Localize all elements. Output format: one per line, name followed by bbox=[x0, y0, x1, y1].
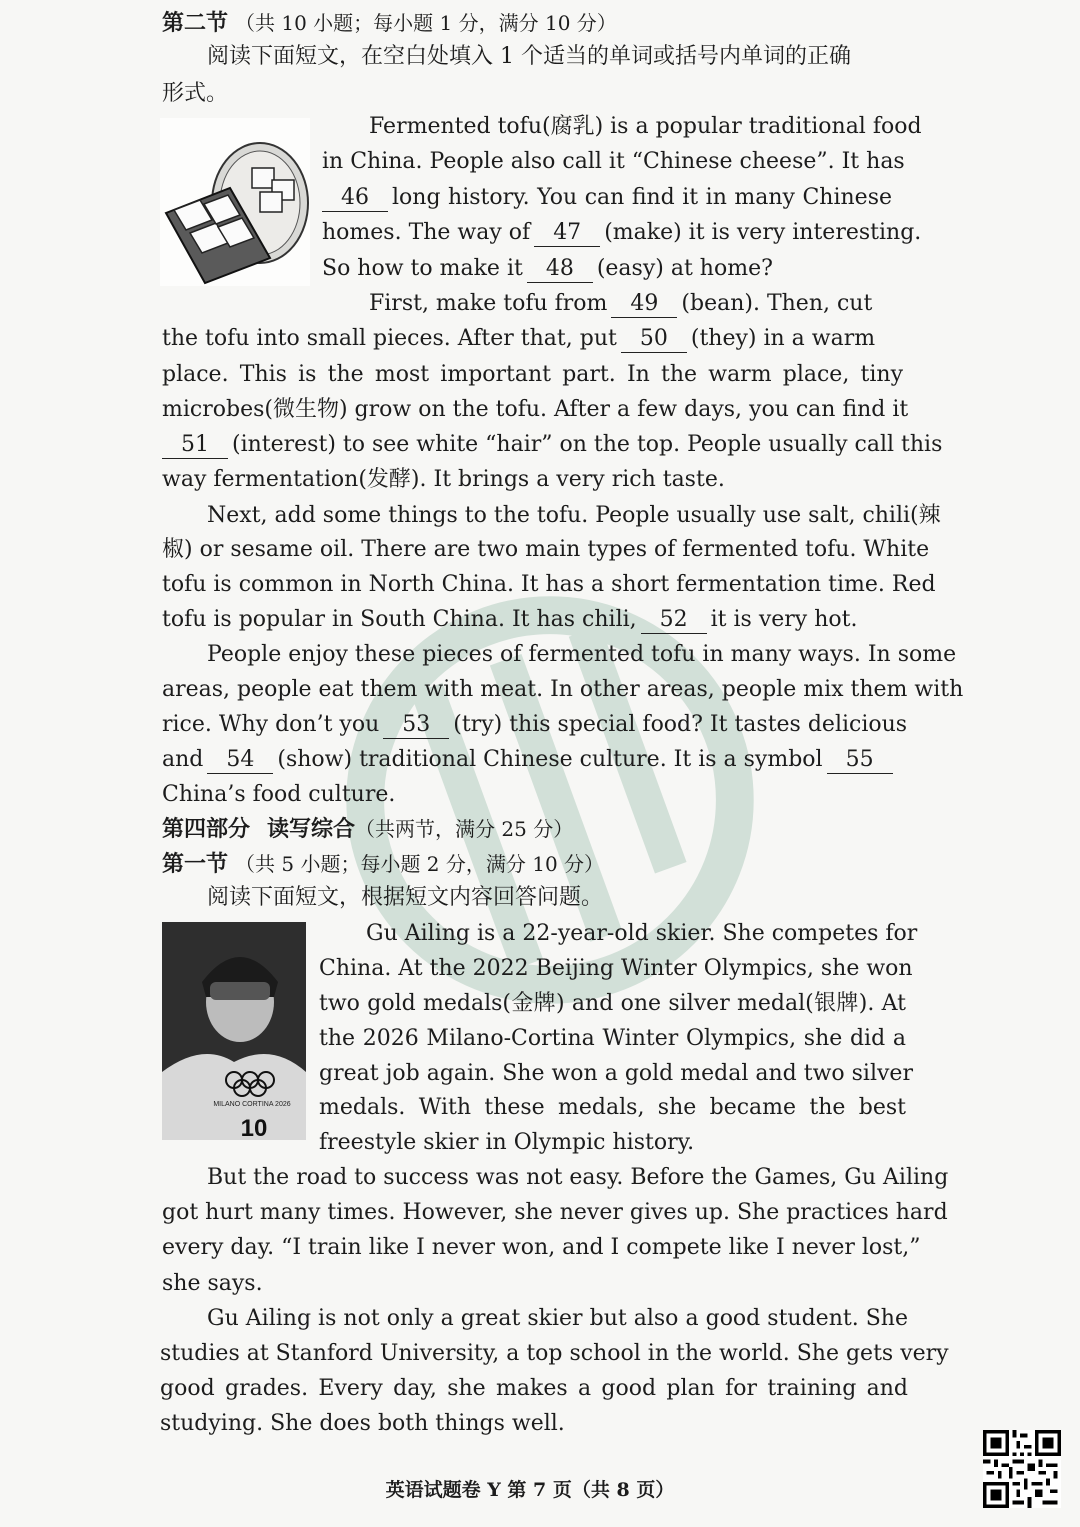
passage1-line-13: 椒) or sesame oil. There are two main types of fermented tofu. White bbox=[162, 537, 930, 562]
passage2-line-6: medals. With these medals, she became the best bbox=[319, 1095, 906, 1120]
passage1-line-2: in China. People also call it “Chinese cheese”. It has bbox=[322, 149, 905, 174]
passage2-line-7: freestyle skier in Olympic history. bbox=[319, 1130, 695, 1155]
section1-note: （共 5 小题；每小题 2 分，满分 10 分） bbox=[235, 852, 605, 876]
blank-47[interactable]: 47 bbox=[534, 220, 600, 247]
part4-title: 读写综合 bbox=[267, 816, 356, 842]
section2-instruction-1: 阅读下面短文，在空白处填入 1 个适当的单词或括号内单词的正确 bbox=[207, 44, 851, 69]
passage2-line-3: two gold medals(金牌) and one silver medal(银牌). At bbox=[319, 991, 906, 1016]
passage1-line-18 bbox=[162, 708, 907, 742]
passage1-line-6-post: (bean). Then, cut bbox=[681, 291, 873, 316]
blank-48[interactable]: 48 bbox=[527, 256, 593, 283]
page-footer: 英语试题卷 Y 第 7 页（共 8 页） bbox=[385, 1479, 675, 1501]
passage2-line-14: good grades. Every day, she makes a good plan for training and bbox=[160, 1376, 908, 1401]
blank-55[interactable]: 55 bbox=[827, 747, 893, 774]
passage2-line-5: great job again. She won a gold medal and two silver bbox=[319, 1061, 913, 1086]
passage1-line-4-pre: homes. The way of bbox=[322, 220, 531, 245]
section2-heading: 第二节 bbox=[162, 10, 229, 36]
passage2-line-11: she says. bbox=[162, 1271, 263, 1296]
part4-heading: 第四部分 bbox=[162, 816, 251, 842]
passage1-line-19-mid: (show) traditional Chinese culture. It is a symbol bbox=[277, 747, 823, 772]
passage2-line-9: got hurt many times. However, she never gives up. She practices hard bbox=[162, 1200, 948, 1225]
passage1-line-17: areas, people eat them with meat. In other areas, people mix them with bbox=[162, 677, 964, 702]
part4-heading-row bbox=[162, 812, 573, 847]
passage2-line-12: Gu Ailing is not only a great skier but also a good student. She bbox=[207, 1306, 908, 1331]
blank-49[interactable]: 49 bbox=[611, 291, 677, 318]
passage1-line-12: Next, add some things to the tofu. People usually use salt, chili(辣 bbox=[207, 503, 941, 528]
passage1-line-8: place. This is the most important part. In the warm place, tiny bbox=[162, 362, 903, 387]
passage1-line-1: Fermented tofu(腐乳) is a popular traditional food bbox=[369, 114, 922, 139]
passage2-line-8: But the road to success was not easy. Before the Games, Gu Ailing bbox=[207, 1165, 949, 1190]
passage1-line-20: China’s food culture. bbox=[162, 782, 396, 807]
passage1-line-5 bbox=[322, 252, 773, 286]
passage1-line-4 bbox=[322, 216, 921, 250]
passage1-line-16: People enjoy these pieces of fermented tofu in many ways. In some bbox=[207, 642, 957, 667]
passage2-line-4: the 2026 Milano-Cortina Winter Olympics, she did a bbox=[319, 1026, 906, 1051]
passage1-line-5-pre: So how to make it bbox=[322, 256, 523, 281]
blank-54[interactable]: 54 bbox=[207, 747, 273, 774]
blank-50[interactable]: 50 bbox=[621, 326, 687, 353]
passage2-line-13: studies at Stanford University, a top school in the world. She gets very bbox=[160, 1341, 949, 1366]
passage2-line-2: China. At the 2022 Beijing Winter Olympics, she won bbox=[319, 956, 913, 981]
blank-46[interactable]: 46 bbox=[322, 185, 388, 212]
passage1-line-3 bbox=[322, 181, 892, 215]
photo-banner-text: MILANO CORTINA 2026 bbox=[213, 1101, 291, 1108]
qr-code-icon bbox=[983, 1430, 1061, 1508]
passage1-line-10 bbox=[162, 428, 942, 462]
passage1-line-15-pre: tofu is popular in South China. It has chili, bbox=[162, 607, 637, 632]
blank-51[interactable]: 51 bbox=[162, 432, 228, 459]
part4-note: （共两节，满分 25 分） bbox=[355, 817, 574, 841]
section2-instruction-2: 形式。 bbox=[162, 81, 229, 106]
passage1-line-6 bbox=[369, 287, 872, 321]
blank-52[interactable]: 52 bbox=[641, 607, 707, 634]
section1-instruction: 阅读下面短文，根据短文内容回答问题。 bbox=[207, 885, 604, 910]
passage1-line-5-post: (easy) at home? bbox=[596, 256, 773, 281]
passage1-line-6-pre: First, make tofu from bbox=[369, 291, 608, 316]
passage1-line-7-pre: the tofu into small pieces. After that, put bbox=[162, 326, 617, 351]
section1-heading: 第一节 bbox=[162, 851, 229, 877]
fermented-tofu-illustration bbox=[160, 118, 310, 286]
section1-heading-row bbox=[162, 847, 604, 882]
passage1-line-11: way fermentation(发酵). It brings a very rich taste. bbox=[162, 467, 725, 492]
skier-photo bbox=[162, 922, 306, 1140]
section2-heading-row bbox=[162, 6, 617, 41]
passage1-line-19-pre: and bbox=[162, 747, 204, 772]
passage1-line-7 bbox=[162, 322, 875, 356]
passage1-line-15 bbox=[162, 603, 857, 637]
passage1-line-18-pre: rice. Why don’t you bbox=[162, 712, 380, 737]
passage2-line-15: studying. She does both things well. bbox=[160, 1411, 565, 1436]
passage2-line-1: Gu Ailing is a 22-year-old skier. She competes for bbox=[366, 921, 918, 946]
passage1-line-15-post: it is very hot. bbox=[710, 607, 858, 632]
photo-bib-number: 10 bbox=[240, 1115, 268, 1140]
passage1-line-14: tofu is common in North China. It has a short fermentation time. Red bbox=[162, 572, 936, 597]
passage1-line-10-post: (interest) to see white “hair” on the top. People usually call this bbox=[232, 432, 943, 457]
passage1-line-18-post: (try) this special food? It tastes delicious bbox=[453, 712, 908, 737]
blank-53[interactable]: 53 bbox=[383, 712, 449, 739]
passage2-line-10: every day. “I train like I never won, and I compete like I never lost,” bbox=[162, 1235, 921, 1260]
section2-note: （共 10 小题；每小题 1 分，满分 10 分） bbox=[235, 11, 617, 35]
passage1-line-19 bbox=[162, 743, 897, 777]
passage1-line-9: microbes(微生物) grow on the tofu. After a few days, you can find it bbox=[162, 397, 909, 422]
passage1-line-7-post: (they) in a warm bbox=[690, 326, 876, 351]
passage1-line-3-text: long history. You can find it in many Chinese bbox=[392, 185, 892, 210]
passage1-line-4-post: (make) it is very interesting. bbox=[604, 220, 922, 245]
